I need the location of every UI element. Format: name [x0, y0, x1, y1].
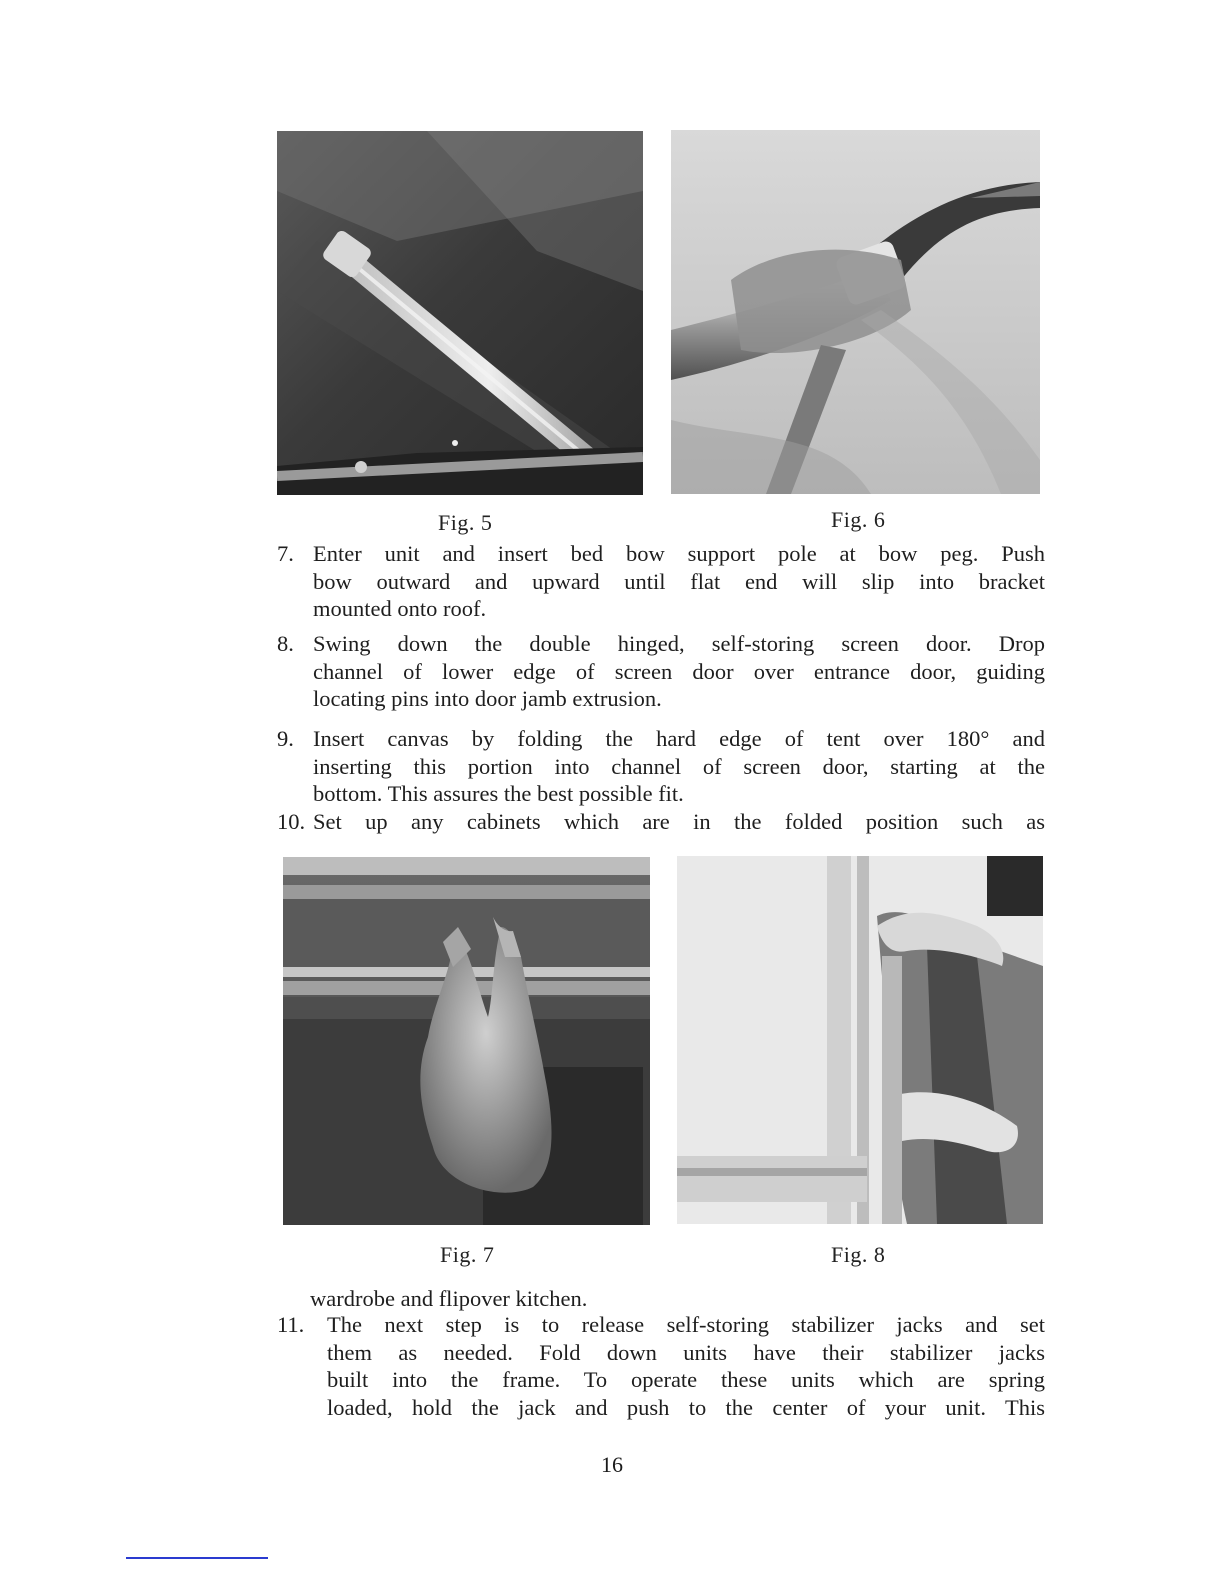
- step-8-line-1: Swing down the double hinged, self-storing screen door. Drop: [313, 631, 1045, 656]
- step-7-line-3: mounted onto roof.: [313, 596, 487, 621]
- step-8-line-3: locating pins into door jamb extrusion.: [313, 686, 662, 711]
- step-11-line-1: The next step is to release self-storing stabilizer jacks and set: [327, 1312, 1045, 1337]
- figure-5-photo: [277, 131, 643, 495]
- step-8-line-2: channel of lower edge of screen door over entrance door, guiding: [313, 658, 1045, 684]
- step-9-line-3: bottom. This assures the best possible fit.: [313, 781, 684, 806]
- step-11-number: 11.: [277, 1312, 305, 1337]
- step-10: [277, 808, 1045, 836]
- step-11-line-2: them as needed. Fold down units have their stabilizer jacks: [327, 1339, 1045, 1365]
- step-11: [277, 1311, 1045, 1421]
- step-11-line-3: built into the frame. To operate these units which are spring: [327, 1367, 1045, 1392]
- step-11-text: [327, 1311, 1045, 1421]
- figure-7-caption: Fig. 7: [440, 1242, 495, 1267]
- figure-8-photo: [677, 856, 1043, 1224]
- step-10-number: 10.: [277, 809, 306, 834]
- page-number: 16: [601, 1452, 623, 1477]
- figure-8-caption: Fig. 8: [831, 1242, 886, 1267]
- step-7: [277, 540, 1045, 623]
- step-10-text: [313, 808, 1045, 836]
- step-9-line-2: inserting this portion into channel of screen door, starting at the: [313, 753, 1045, 779]
- step-8-number: 8.: [277, 631, 294, 656]
- step-10-continued: [277, 1285, 1045, 1313]
- step-11-line-4: loaded, hold the jack and push to the center of your unit. This: [327, 1394, 1045, 1420]
- step-8: [277, 630, 1045, 713]
- step-7-text: [313, 540, 1045, 623]
- figure-5-caption: Fig. 5: [438, 510, 493, 535]
- step-7-line-1: Enter unit and insert bed bow support pole at bow peg. Push: [313, 541, 1045, 566]
- footer-rule: [126, 1557, 268, 1559]
- step-10-line-2: wardrobe and flipover kitchen.: [310, 1286, 588, 1311]
- step-9: [277, 725, 1045, 808]
- step-9-number: 9.: [277, 726, 294, 751]
- step-8-text: [313, 630, 1045, 713]
- step-9-text: [313, 725, 1045, 808]
- step-10-continued-text: [310, 1285, 1045, 1313]
- step-7-number: 7.: [277, 541, 294, 566]
- figure-7-photo: [283, 857, 650, 1225]
- figure-6-photo: [671, 130, 1040, 494]
- step-9-line-1: Insert canvas by folding the hard edge of tent over 180° and: [313, 726, 1045, 751]
- step-7-line-2: bow outward and upward until flat end will slip into bracket: [313, 568, 1045, 594]
- step-10-line-1: Set up any cabinets which are in the folded position such as: [313, 809, 1045, 834]
- figure-6-caption: Fig. 6: [831, 507, 886, 532]
